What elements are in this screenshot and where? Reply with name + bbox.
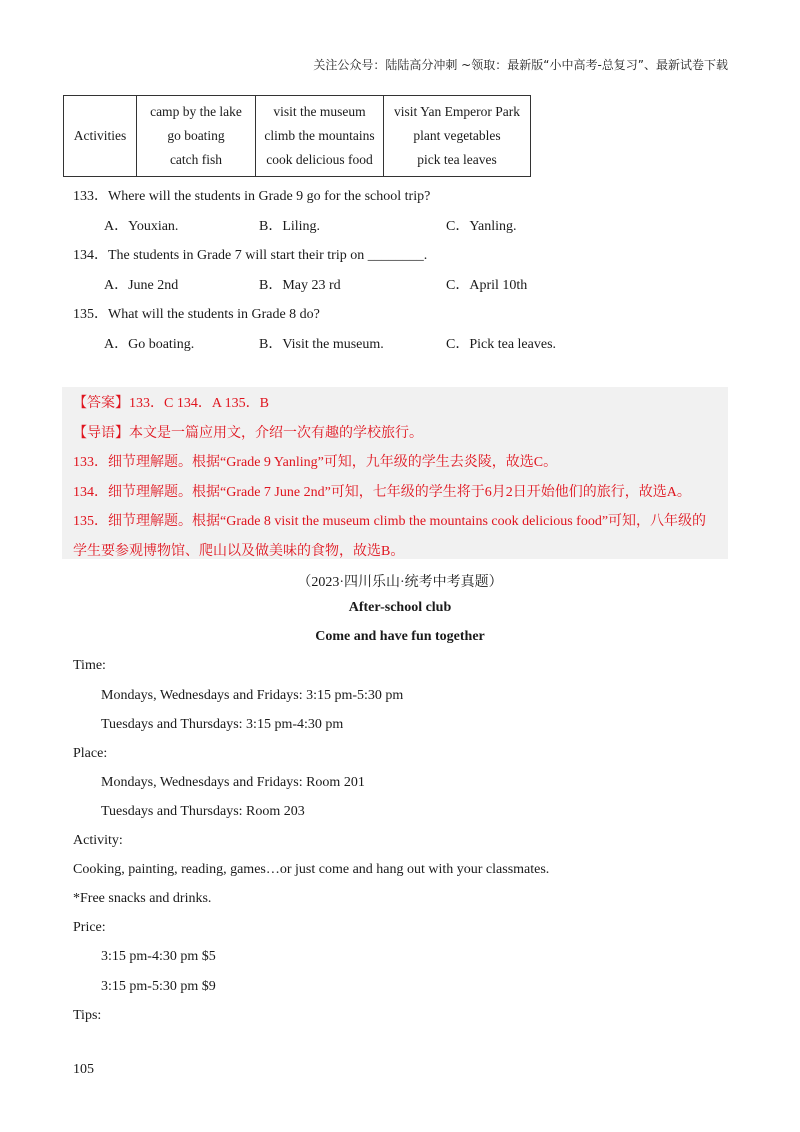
question-135: 135．What will the students in Grade 8 do? [73, 307, 320, 322]
answer-explanation: 135．细节理解题。根据“Grade 8 visit the museum climb the mountains cook delicious food”可知，八年级的 [73, 514, 707, 529]
free-note: *Free snacks and drinks. [73, 891, 212, 906]
passage-subtitle: Come and have fun together [315, 629, 485, 644]
table-cell: visit Yan Emperor Park plant vegetables pick tea leaves [384, 96, 531, 177]
table-cell: camp by the lake go boating catch fish [137, 96, 256, 177]
place-label: Place: [73, 746, 108, 761]
price-line: 3:15 pm-5:30 pm $9 [101, 979, 216, 994]
answer-explanation: 134．细节理解题。根据“Grade 7 June 2nd”可知，七年级的学生将于6月2日开始他们的旅行，故选A。 [73, 485, 691, 500]
option-a: A．Youxian. [104, 219, 179, 234]
answer-key: 【答案】133．C 134．A 135．B [73, 396, 270, 411]
answer-explanation: 133．细节理解题。根据“Grade 9 Yanling”可知，九年级的学生去炎陵，故选C。 [73, 455, 558, 470]
page-header: 关注公众号：陆陆高分冲刺 ~领取：最新版“小中高考-总复习”、最新试卷下载 [313, 58, 728, 72]
activity-label: Activity: [73, 833, 123, 848]
option-a: A．Go boating. [104, 337, 195, 352]
answer-intro: 【导语】本文是一篇应用文，介绍一次有趣的学校旅行。 [73, 426, 423, 441]
table-row-label: Activities [64, 96, 137, 177]
option-b: B．Visit the museum. [259, 337, 384, 352]
place-line: Mondays, Wednesdays and Fridays: Room 201 [101, 775, 365, 790]
price-label: Price: [73, 920, 106, 935]
question-134: 134．The students in Grade 7 will start their trip on ________. [73, 248, 428, 263]
time-line: Mondays, Wednesdays and Fridays: 3:15 pm-5:30 pm [101, 688, 404, 703]
tips-label: Tips: [73, 1008, 102, 1023]
page-number: 105 [73, 1062, 94, 1077]
option-c: C．Pick tea leaves. [446, 337, 557, 352]
option-a: A．June 2nd [104, 278, 179, 293]
source-note: （2023·四川乐山·统考中考真题） [297, 575, 503, 590]
answer-explanation: 学生要参观博物馆、爬山以及做美味的食物，故选B。 [73, 544, 405, 559]
activities-table [63, 95, 531, 177]
passage-title: After-school club [348, 600, 452, 615]
table-cell: visit the museum climb the mountains cook delicious food [256, 96, 384, 177]
activity-text: Cooking, painting, reading, games…or just come and hang out with your classmates. [73, 862, 550, 877]
option-c: C．Yanling. [446, 219, 517, 234]
answer-box [62, 387, 728, 559]
place-line: Tuesdays and Thursdays: Room 203 [101, 804, 305, 819]
option-b: B．Liling. [259, 219, 321, 234]
price-line: 3:15 pm-4:30 pm $5 [101, 949, 216, 964]
option-c: C．April 10th [446, 278, 528, 293]
time-line: Tuesdays and Thursdays: 3:15 pm-4:30 pm [101, 717, 344, 732]
time-label: Time: [73, 658, 106, 673]
question-133: 133．Where will the students in Grade 9 go for the school trip? [73, 189, 431, 204]
option-b: B．May 23 rd [259, 278, 341, 293]
